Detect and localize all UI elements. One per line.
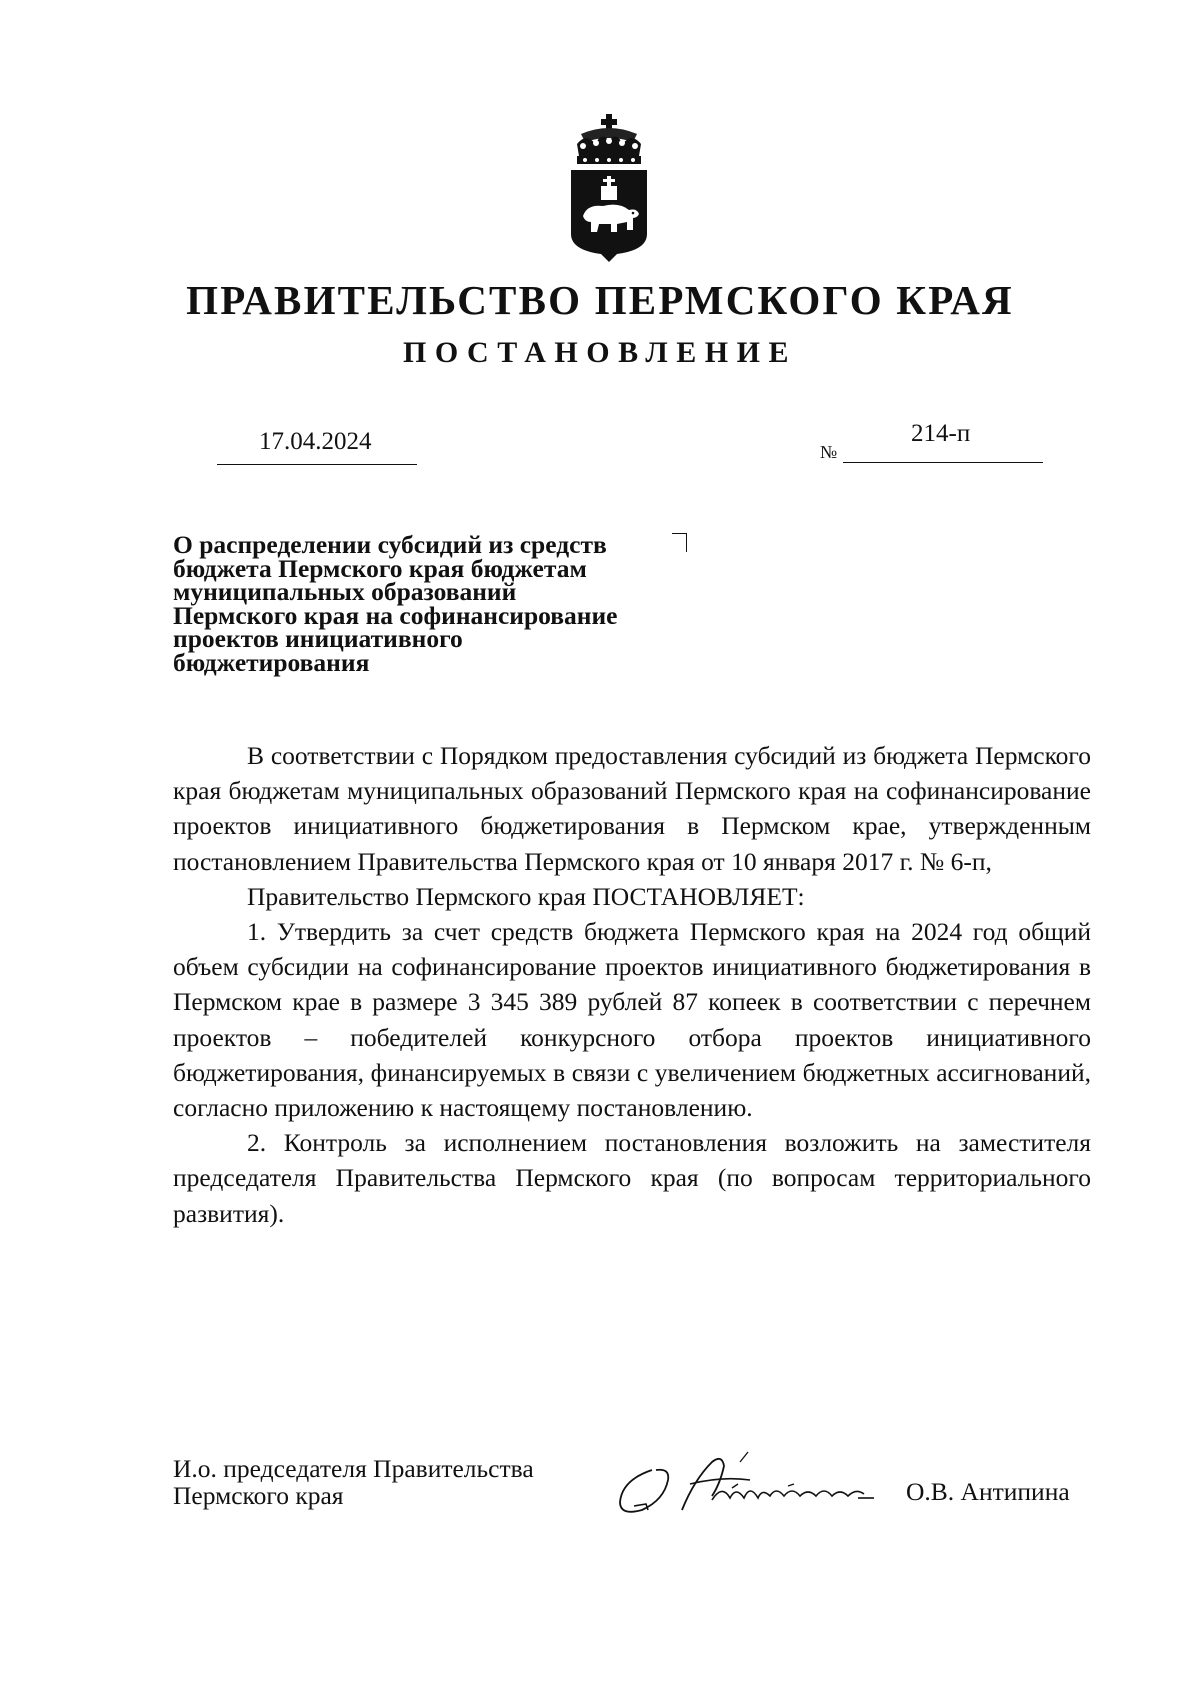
number-field: [843, 420, 1043, 463]
document-type: ПОСТАНОВЛЕНИЕ: [403, 336, 797, 369]
subject-line: О распределении субсидий из средств: [173, 530, 607, 559]
clause-1-paragraph: 1. Утвердить за счет средств бюджета Пермского края на 2024 год общий объем субсидии на софинансирование проектов инициативного бюджетирования в Пермском крае в размере 3 345 389 рублей 87 копеек в соответствии с перечнем проектов – победителей конкурсного отбора проектов инициативного бюджетирования, финансируемых в связи с увеличением бюджетных ассигнований, согласно приложению к настоящему постановлению.: [173, 917, 1091, 1123]
resolution-statement: Правительство Пермского края ПОСТАНОВЛЯЕТ:: [247, 881, 805, 911]
signer-position-line: Пермского края: [173, 1481, 344, 1510]
number-label: №: [820, 442, 838, 462]
subject-line: Пермского края на софинансирование: [173, 600, 618, 630]
subject-corner-mark: [672, 533, 687, 552]
coat-of-arms-icon: [563, 112, 655, 262]
subject-line: муниципальных образований: [173, 577, 517, 606]
clause-2-paragraph: 2. Контроль за исполнением постановления возложить на заместителя председателя Правительства Пермского края (по вопросам территориального развития).: [173, 1128, 1091, 1228]
signer-position-line: И.о. председателя Правительства: [173, 1454, 534, 1483]
signer-position: [173, 1455, 534, 1509]
subject-line: бюджетирования: [173, 647, 370, 677]
document-subject: [173, 530, 693, 677]
date-field: [217, 426, 417, 465]
subject-line: бюджета Пермского края бюджетам: [173, 553, 587, 583]
signer-name: О.В. Антипина: [906, 1477, 1070, 1506]
document-date: 17.04.2024: [259, 428, 372, 455]
document-number: 214-п: [911, 420, 971, 447]
subject-line: проектов инициативного: [173, 624, 463, 653]
document-body: [173, 738, 1091, 1231]
organization-title: ПРАВИТЕЛЬСТВО ПЕРМСКОГО КРАЯ: [186, 277, 1014, 323]
preamble-paragraph: В соответствии с Порядком предоставления субсидий из бюджета Пермского края бюджетам муниципальных образований Пермского края на софинансирование проектов инициативного бюджетирования в Пермском крае, утвержденным постановлением Правительства Пермского края от 10 января 2017 г. № 6-п,: [173, 741, 1091, 876]
handwritten-signature-icon: [612, 1440, 912, 1520]
